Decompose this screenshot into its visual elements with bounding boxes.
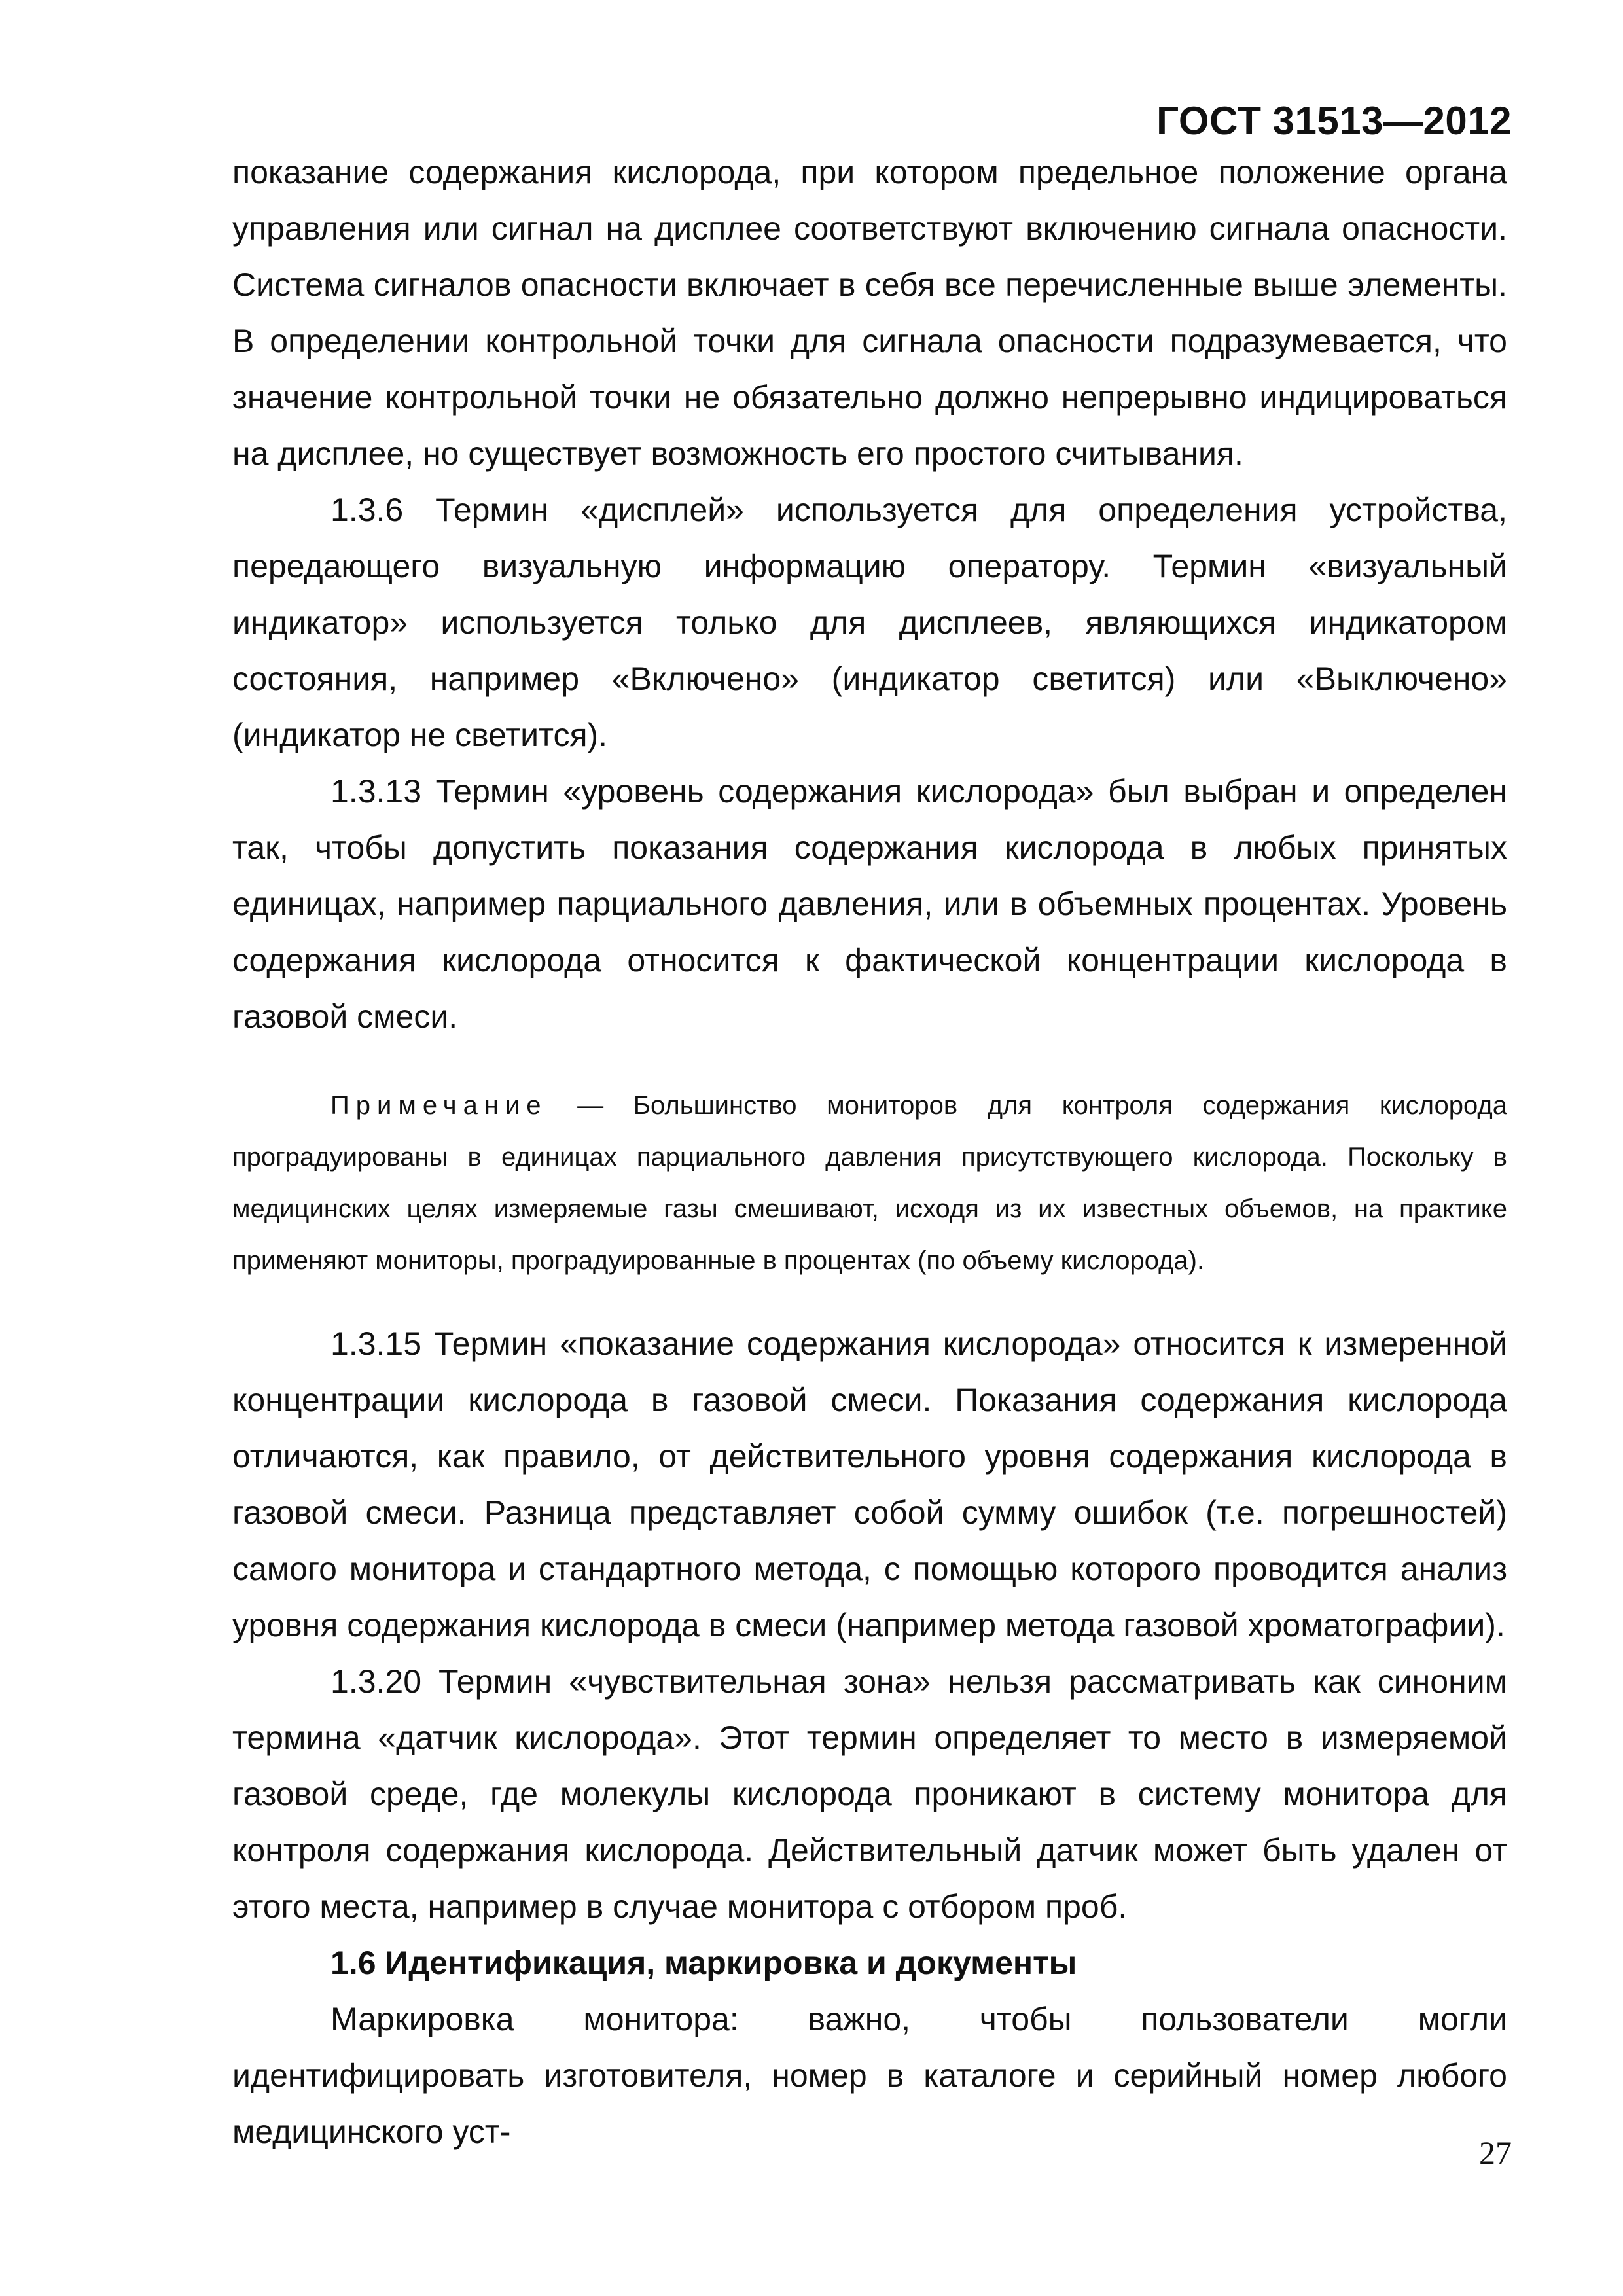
- note-text: — Большинство мониторов для контроля содержания кислорода проградуированы в единицах парциального давления присутствующего кислорода. Поскольку в медицинских целях измеряемые газы смешивают, исходя из их известных объемов, на практике применяют мониторы, проградуированные в процентах (по объему кислорода).: [232, 1091, 1507, 1275]
- page-body: [232, 144, 1507, 2160]
- note-block: [232, 1080, 1507, 1287]
- page-number: 27: [1479, 2134, 1512, 2171]
- document-code-header: ГОСТ 31513—2012: [1156, 99, 1512, 143]
- paragraph-1-3-20: 1.3.20 Термин «чувствительная зона» нельзя рассматривать как синоним термина «датчик кислорода». Этот термин определяет то место в измеряемой газовой среде, где молекулы кислорода проникают в систему монитора для контроля содержания кислорода. Действительный датчик может быть удален от этого места, например в случае монитора с отбором проб.: [232, 1663, 1507, 1925]
- section-heading-1-6: 1.6 Идентификация, маркировка и документы: [330, 1945, 1077, 1981]
- paragraph-1-3-6: 1.3.6 Термин «дисплей» используется для определения устройства, передающего визуальную информацию оператору. Термин «визуальный индикатор» используется только для дисплеев, являющихся индикатором состояния, например «Включено» (индикатор светится) или «Выключено» (индикатор не светится).: [232, 492, 1507, 753]
- paragraph-marking: Маркировка монитора: важно, чтобы пользователи могли идентифицировать изготовителя, номер в каталоге и серийный номер любого медицинского уст-: [232, 2001, 1507, 2150]
- paragraph-1-3-13: 1.3.13 Термин «уровень содержания кислорода» был выбран и определен так, чтобы допустить показания содержания кислорода в любых принятых единицах, например парциального давления, или в объемных процентах. Уровень содержания кислорода относится к фактической концентрации кислорода в газовой смеси.: [232, 773, 1507, 1035]
- paragraph-1-3-15: 1.3.15 Термин «показание содержания кислорода» относится к измеренной концентрации кислорода в газовой смеси. Показания содержания кислорода отличаются, как правило, от действительного уровня содержания кислорода в газовой смеси. Разница представляет собой сумму ошибок (т.е. погрешностей) самого монитора и стандартного метода, с помощью которого проводится анализ уровня содержания кислорода в смеси (например метода газовой хроматографии).: [232, 1325, 1507, 1643]
- paragraph-alarm-set-point: показание содержания кислорода, при котором предельное положение органа управления или сигнал на дисплее соответствуют включению сигнала опасности. Система сигналов опасности включает в себя все перечисленные выше элементы. В определении контрольной точки для сигнала опасности подразумевается, что значение контрольной точки не обязательно должно непрерывно индицироваться на дисплее, но существует возможность его простого считывания.: [232, 154, 1507, 472]
- note-label: Примечание: [330, 1091, 548, 1120]
